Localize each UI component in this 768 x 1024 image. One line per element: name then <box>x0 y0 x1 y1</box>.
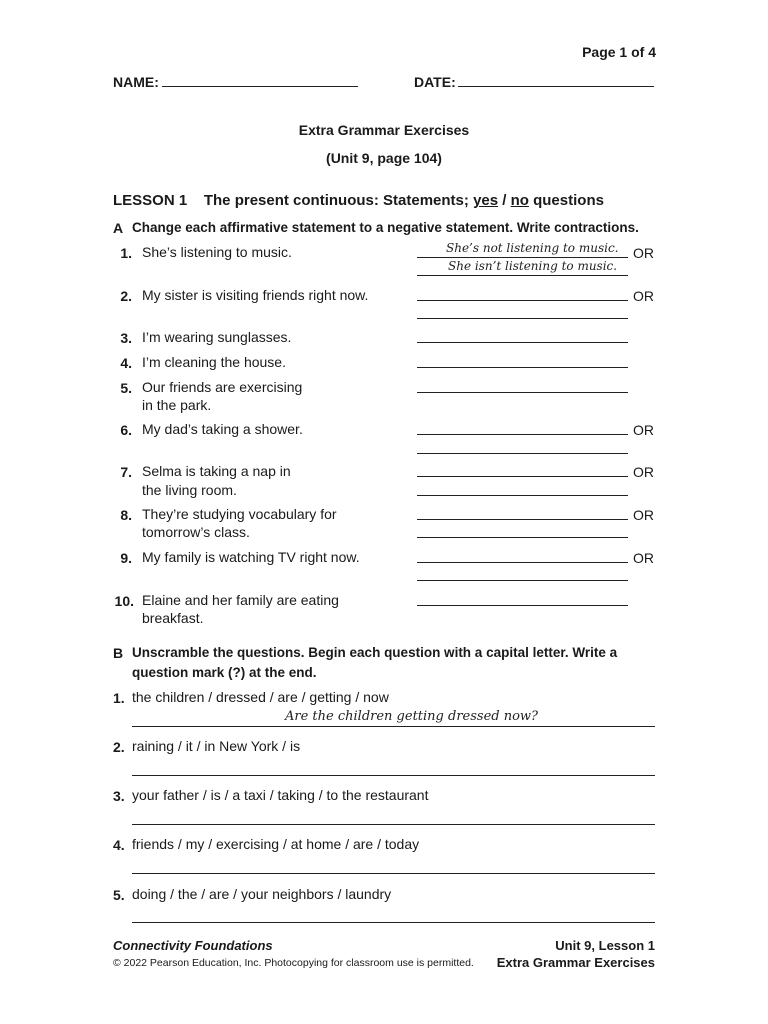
a-item-text: They’re studying vocabulary for <box>142 506 337 522</box>
a-item-text: She’s listening to music. <box>142 244 292 260</box>
section-a-letter: A <box>113 220 124 236</box>
a-answer-line[interactable] <box>417 476 628 477</box>
b-answer-line[interactable] <box>132 775 655 776</box>
a-item-number: 9. <box>120 550 132 566</box>
a-item-number: 6. <box>120 422 132 438</box>
a-answer-line[interactable] <box>417 342 628 343</box>
lesson-heading <box>113 192 604 209</box>
or-label: OR <box>633 288 654 304</box>
lesson-title-prefix: The present continuous: Statements; <box>203 192 469 209</box>
or-label: OR <box>633 422 654 438</box>
page-subtitle: (Unit 9, page 104) <box>326 150 442 166</box>
a-answer-line[interactable] <box>417 275 628 276</box>
a-answer-line[interactable] <box>417 318 628 319</box>
footer-book-title: Connectivity Foundations <box>113 938 273 953</box>
a-answer-line[interactable] <box>417 580 628 581</box>
a-item-number: 2. <box>120 288 132 304</box>
footer-unit-lesson: Unit 9, Lesson 1 <box>555 938 655 953</box>
a-item-number: 3. <box>120 330 132 346</box>
a-answer-line[interactable] <box>417 453 628 454</box>
a-answer-line[interactable] <box>417 519 628 520</box>
a-answer-line[interactable] <box>417 605 628 606</box>
b-item-number: 2. <box>113 739 125 755</box>
b-item-1-answer: Are the children getting dressed now? <box>285 709 539 724</box>
a-item-text-continued: the living room. <box>142 482 237 498</box>
section-b-letter: B <box>113 645 124 661</box>
or-label: OR <box>633 507 654 523</box>
a-item-text-continued: in the park. <box>142 397 212 413</box>
lesson-title-yes: yes <box>473 192 499 209</box>
a-item-1-answer-2: She isn’t listening to music. <box>448 259 618 273</box>
b-answer-line[interactable] <box>132 726 655 727</box>
or-label: OR <box>633 464 654 480</box>
date-label: DATE: <box>414 74 456 90</box>
a-item-text: Our friends are exercising <box>142 379 303 395</box>
section-b-instruction-continued: question mark (?) at the end. <box>132 665 317 680</box>
b-answer-line[interactable] <box>132 922 655 923</box>
a-item-text: My family is watching TV right now. <box>142 549 360 565</box>
b-item-number: 3. <box>113 788 125 804</box>
a-answer-line[interactable] <box>417 367 628 368</box>
a-answer-line[interactable] <box>417 300 628 301</box>
a-item-text-continued: breakfast. <box>142 610 204 626</box>
lesson-title-slash: / <box>502 192 507 209</box>
page-title: Extra Grammar Exercises <box>298 122 470 138</box>
page-number: Page 1 of 4 <box>582 44 656 60</box>
a-item-text: Selma is taking a nap in <box>142 463 291 479</box>
b-item-prompt: friends / my / exercising / at home / are / today <box>132 836 420 852</box>
a-answer-line[interactable] <box>417 562 628 563</box>
a-item-text: My sister is visiting friends right now. <box>142 287 369 303</box>
a-item-text: My dad’s taking a shower. <box>142 421 303 437</box>
lesson-title-suffix: questions <box>533 192 604 209</box>
a-item-text: I’m cleaning the house. <box>142 354 286 370</box>
b-item-prompt: raining / it / in New York / is <box>132 738 301 754</box>
or-label: OR <box>633 550 654 566</box>
section-a-instruction: Change each affirmative statement to a negative statement. Write contractions. <box>132 220 639 235</box>
a-item-number: 8. <box>120 507 132 523</box>
a-answer-line[interactable] <box>417 537 628 538</box>
b-item-number: 5. <box>113 887 125 903</box>
b-item-number: 4. <box>113 837 125 853</box>
a-item-number: 7. <box>120 464 132 480</box>
a-item-text: I’m wearing sunglasses. <box>142 329 292 345</box>
b-item-prompt: your father / is / a taxi / taking / to the restaurant <box>132 787 429 803</box>
b-item-number: 1. <box>113 690 125 706</box>
a-item-number: 4. <box>120 355 132 371</box>
b-answer-line[interactable] <box>132 824 655 825</box>
footer-copyright: © 2022 Pearson Education, Inc. Photocopying for classroom use is permitted. <box>113 957 474 969</box>
or-label: OR <box>633 245 654 261</box>
name-label: NAME: <box>113 74 159 90</box>
a-item-1-answer-1: She’s not listening to music. <box>446 241 619 255</box>
lesson-title-no: no <box>510 192 529 209</box>
a-item-number: 5. <box>120 380 132 396</box>
a-item-number: 10. <box>114 593 134 609</box>
date-field-line[interactable] <box>458 86 654 87</box>
b-item-prompt: doing / the / are / your neighbors / laundry <box>132 886 392 902</box>
b-answer-line[interactable] <box>132 873 655 874</box>
b-item-prompt: the children / dressed / are / getting / now <box>132 689 389 705</box>
a-answer-line[interactable] <box>417 257 628 258</box>
name-field-line[interactable] <box>162 86 358 87</box>
a-item-number: 1. <box>120 245 132 261</box>
section-b-instruction: Unscramble the questions. Begin each question with a capital letter. Write a <box>132 645 618 660</box>
a-answer-line[interactable] <box>417 495 628 496</box>
lesson-label: LESSON 1 <box>113 192 188 209</box>
footer-exercises: Extra Grammar Exercises <box>496 955 655 970</box>
a-answer-line[interactable] <box>417 392 628 393</box>
a-answer-line[interactable] <box>417 434 628 435</box>
a-item-text-continued: tomorrow’s class. <box>142 524 250 540</box>
a-item-text: Elaine and her family are eating <box>142 592 339 608</box>
